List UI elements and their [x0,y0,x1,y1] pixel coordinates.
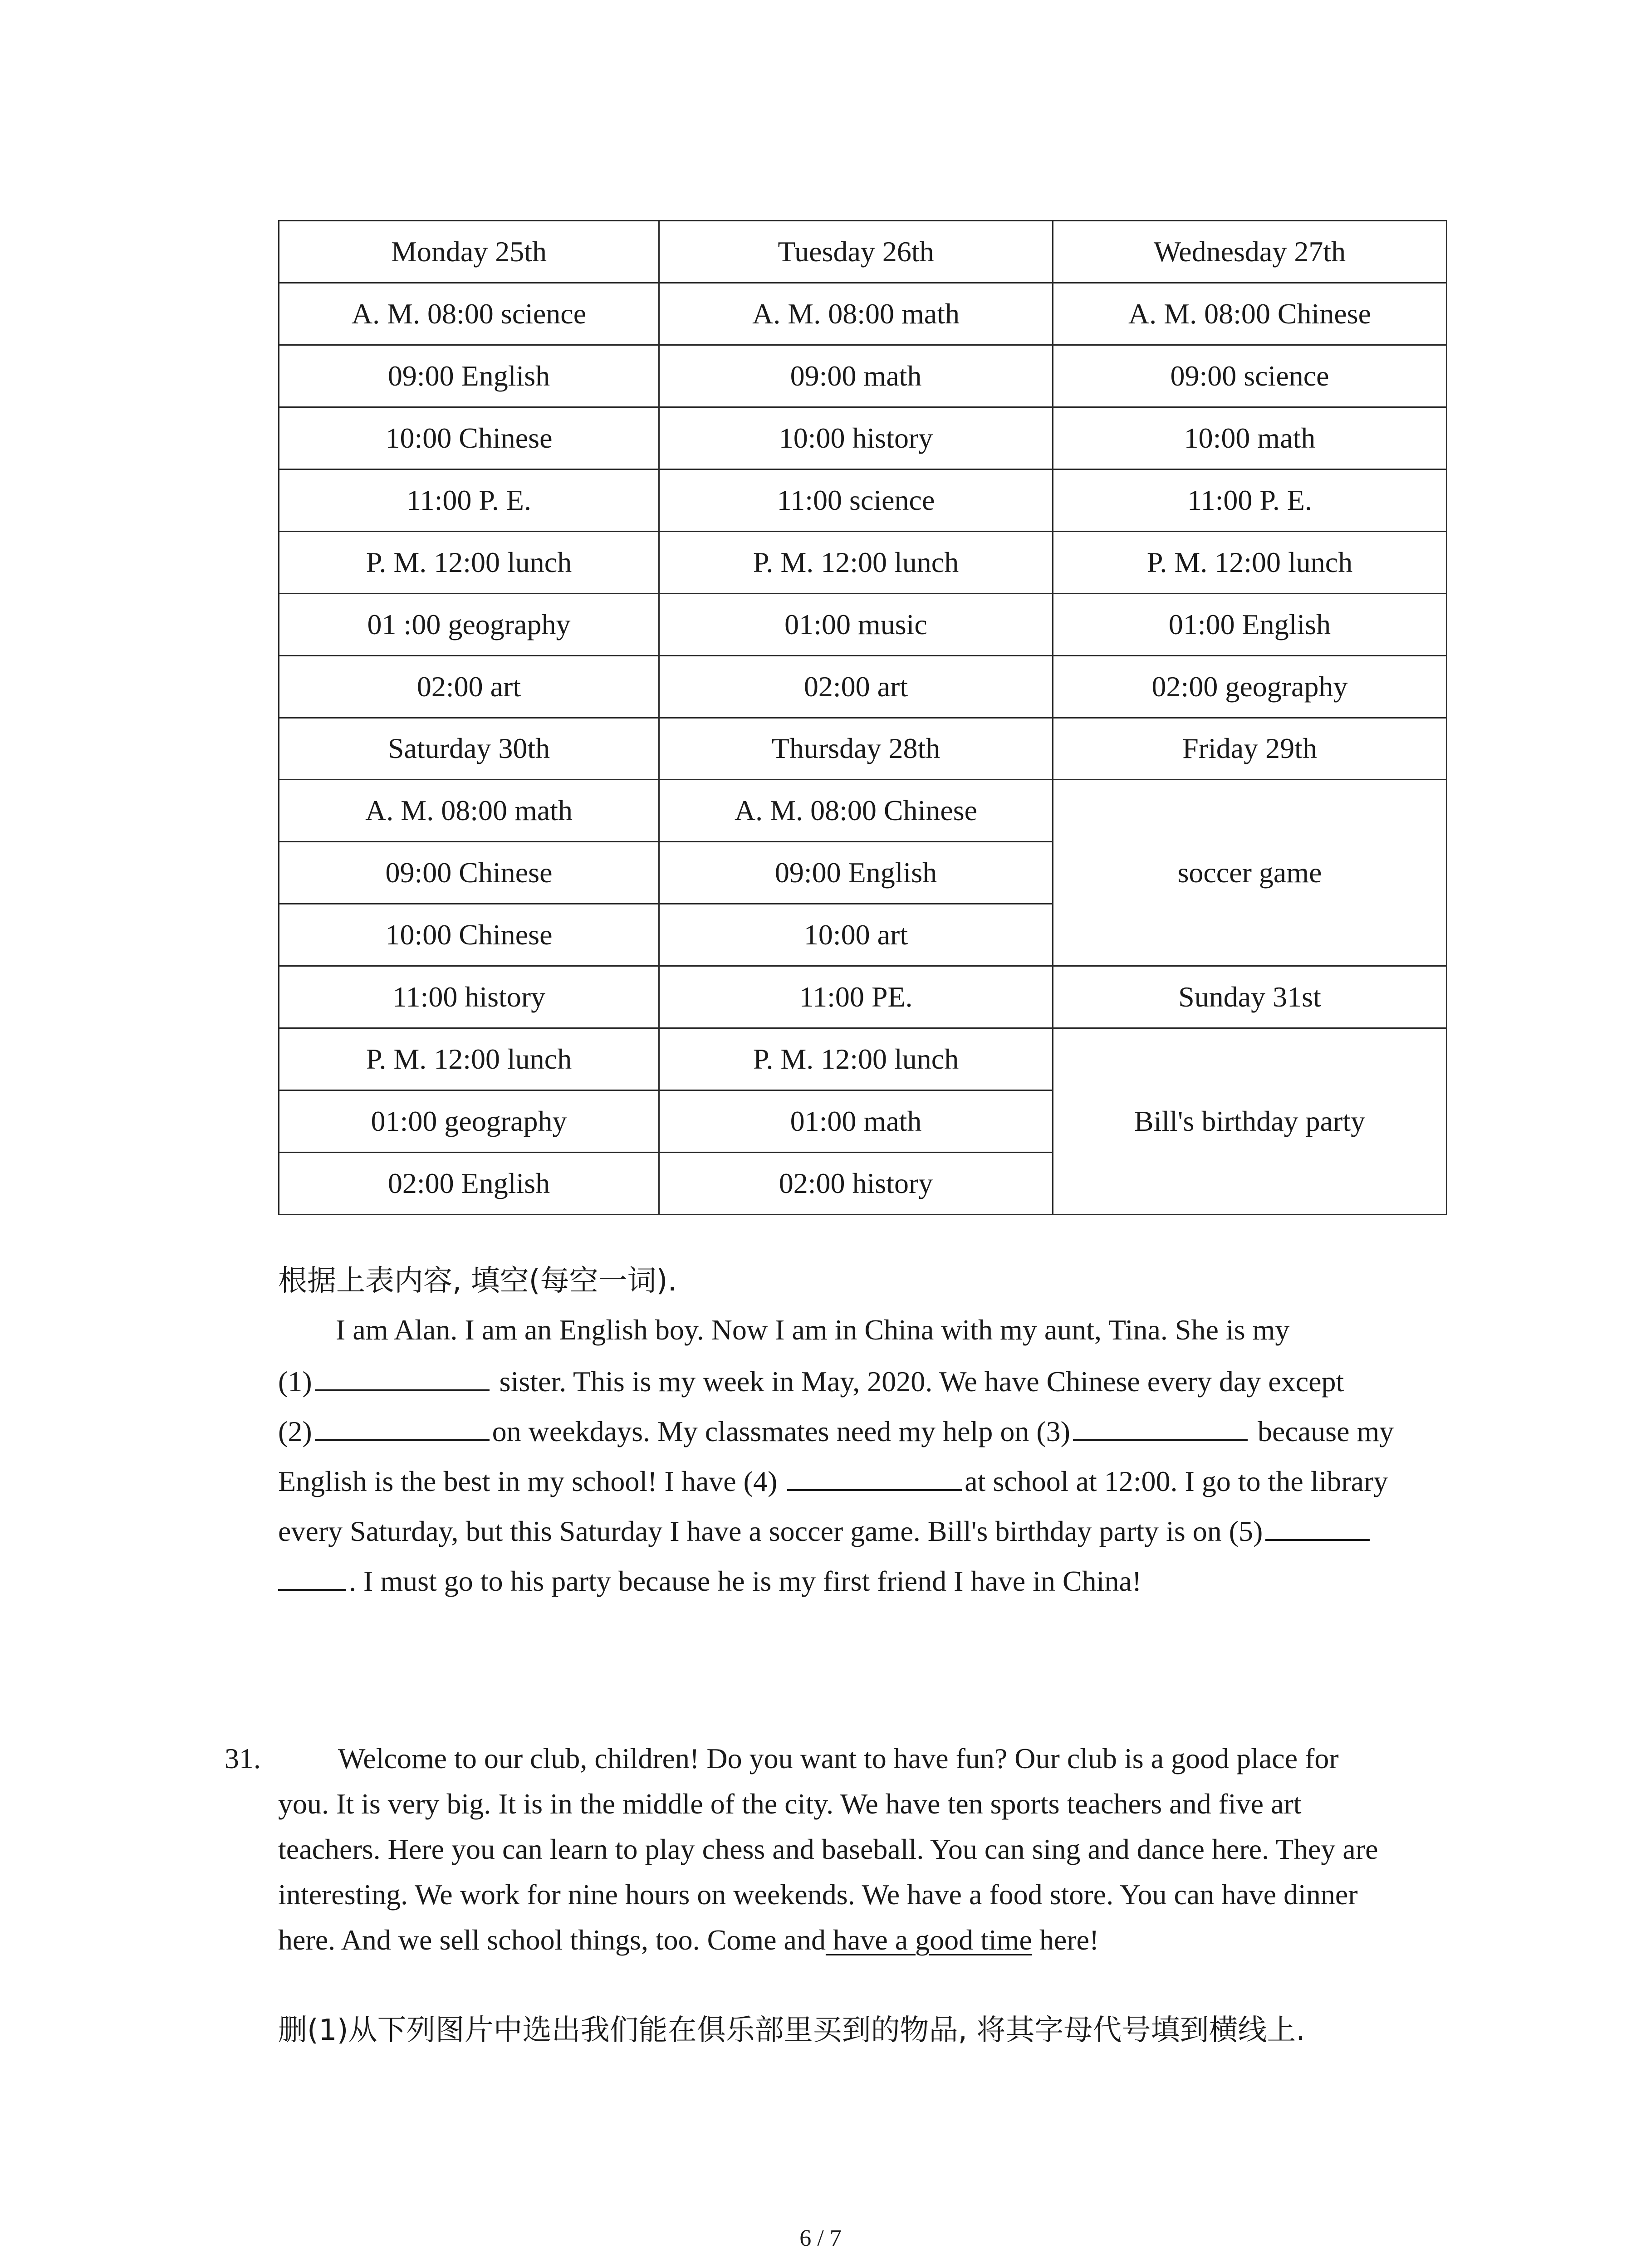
passage-text: on weekdays. My classmates need my help on (3) [492,1415,1070,1447]
table-cell: 11:00 PE. [659,966,1053,1028]
table-cell: P. M. 12:00 lunch [659,531,1053,593]
table-cell: P. M. 12:00 lunch [279,1028,659,1090]
passage-line: I am Alan. I am an English boy. Now I am in China with my aunt, Tina. She is my [336,1314,1290,1346]
table-cell: 01:00 math [659,1090,1053,1153]
fill-in-instruction: 根据上表内容, 填空(每空一词). [278,1264,677,1298]
table-row [279,407,1447,469]
table-cell: Wednesday 27th [1053,221,1447,283]
table-cell: 02:00 geography [1053,655,1447,718]
passage-text: English is the best in my school! I have (4) [278,1465,785,1497]
table-cell: Monday 25th [279,221,659,283]
answer-blank-2[interactable] [315,1413,490,1441]
table-cell: Friday 29th [1053,718,1447,780]
table-cell: 09:00 science [1053,345,1447,407]
passage-line: teachers. Here you can learn to play chess and baseball. You can sing and dance here. They are [278,1833,1378,1865]
passage-line [278,1363,1344,1398]
answer-blank-4[interactable] [787,1463,962,1491]
blank-label: (2) [278,1415,312,1447]
answer-blank-3[interactable] [1073,1413,1248,1441]
table-cell: P. M. 12:00 lunch [659,1028,1053,1090]
answer-blank-5-continued[interactable] [278,1563,346,1591]
passage-line [278,1513,1372,1548]
table-cell: A. M. 08:00 Chinese [1053,283,1447,345]
table-row [279,221,1447,283]
table-row [279,718,1447,780]
table-cell: 10:00 art [659,904,1053,966]
table-cell: 02:00 English [279,1153,659,1215]
table-cell: P. M. 12:00 lunch [279,531,659,593]
page-number: 6 / 7 [799,2225,842,2251]
passage-line [278,1463,1388,1498]
table-cell: 10:00 Chinese [279,407,659,469]
table-cell: 02:00 history [659,1153,1053,1215]
table-cell: Thursday 28th [659,718,1053,780]
passage-line [278,1563,1141,1598]
passage-text: every Saturday, but this Saturday I have a soccer game. Bill's birthday party is on (5) [278,1515,1263,1547]
passage-line [278,1413,1394,1448]
table-cell: 10:00 history [659,407,1053,469]
passage-text: here! [1032,1924,1099,1956]
passage-line: Welcome to our club, children! Do you want to have fun? Our club is a good place for [338,1742,1339,1774]
table-row [279,655,1447,718]
table-row [279,780,1447,842]
table-cell: 01:00 English [1053,593,1447,655]
table-row [279,345,1447,407]
table-cell: 11:00 P. E. [279,469,659,531]
table-cell: 10:00 Chinese [279,904,659,966]
answer-blank-1[interactable] [315,1363,490,1391]
passage-text: . I must go to his party because he is my first friend I have in China! [349,1565,1142,1597]
table-cell: Sunday 31st [1053,966,1447,1028]
table-cell: Saturday 30th [279,718,659,780]
passage-text: here. And we sell school things, too. Come and [278,1924,826,1956]
table-cell: 11:00 P. E. [1053,469,1447,531]
table-row [279,966,1447,1028]
table-cell: 09:00 English [279,345,659,407]
table-cell: 02:00 art [279,655,659,718]
table-cell: 09:00 math [659,345,1053,407]
table-cell: 01 :00 geography [279,593,659,655]
question-number: 31. [225,1742,261,1774]
table-cell: A. M. 08:00 math [659,283,1053,345]
passage-text: sister. This is my week in May, 2020. We have Chinese every day except [492,1365,1344,1398]
table-cell: Tuesday 26th [659,221,1053,283]
underlined-phrase: have a good time [825,1924,1032,1956]
passage-line: interesting. We work for nine hours on weekends. We have a food store. You can have dinner [278,1878,1358,1911]
table-cell: A. M. 08:00 math [279,780,659,842]
passage-text: because my [1250,1415,1394,1447]
table-cell: A. M. 08:00 Chinese [659,780,1053,842]
table-row [279,593,1447,655]
weekly-schedule-table [278,220,1447,1215]
blank-label: (1) [278,1365,312,1398]
table-cell: 02:00 art [659,655,1053,718]
table-cell: P. M. 12:00 lunch [1053,531,1447,593]
table-row [279,531,1447,593]
passage-line [278,1923,1099,1957]
passage-line: you. It is very big. It is in the middle of the city. We have ten sports teachers and five art [278,1788,1302,1820]
table-cell: 09:00 English [659,842,1053,904]
table-cell: 11:00 science [659,469,1053,531]
table-row [279,283,1447,345]
table-row [279,469,1447,531]
table-cell: 10:00 math [1053,407,1447,469]
passage-text: at school at 12:00. I go to the library [965,1465,1388,1497]
sub-question-instruction: 删(1)从下列图片中选出我们能在俱乐部里买到的物品, 将其字母代号填到横线上. [278,2014,1305,2047]
table-cell: A. M. 08:00 science [279,283,659,345]
table-cell: 01:00 geography [279,1090,659,1153]
table-cell: 11:00 history [279,966,659,1028]
table-row [279,1028,1447,1090]
table-cell-merged: Bill's birthday party [1053,1028,1447,1215]
table-cell: 01:00 music [659,593,1053,655]
answer-blank-5[interactable] [1265,1513,1370,1541]
table-cell: 09:00 Chinese [279,842,659,904]
table-cell-merged: soccer game [1053,780,1447,966]
